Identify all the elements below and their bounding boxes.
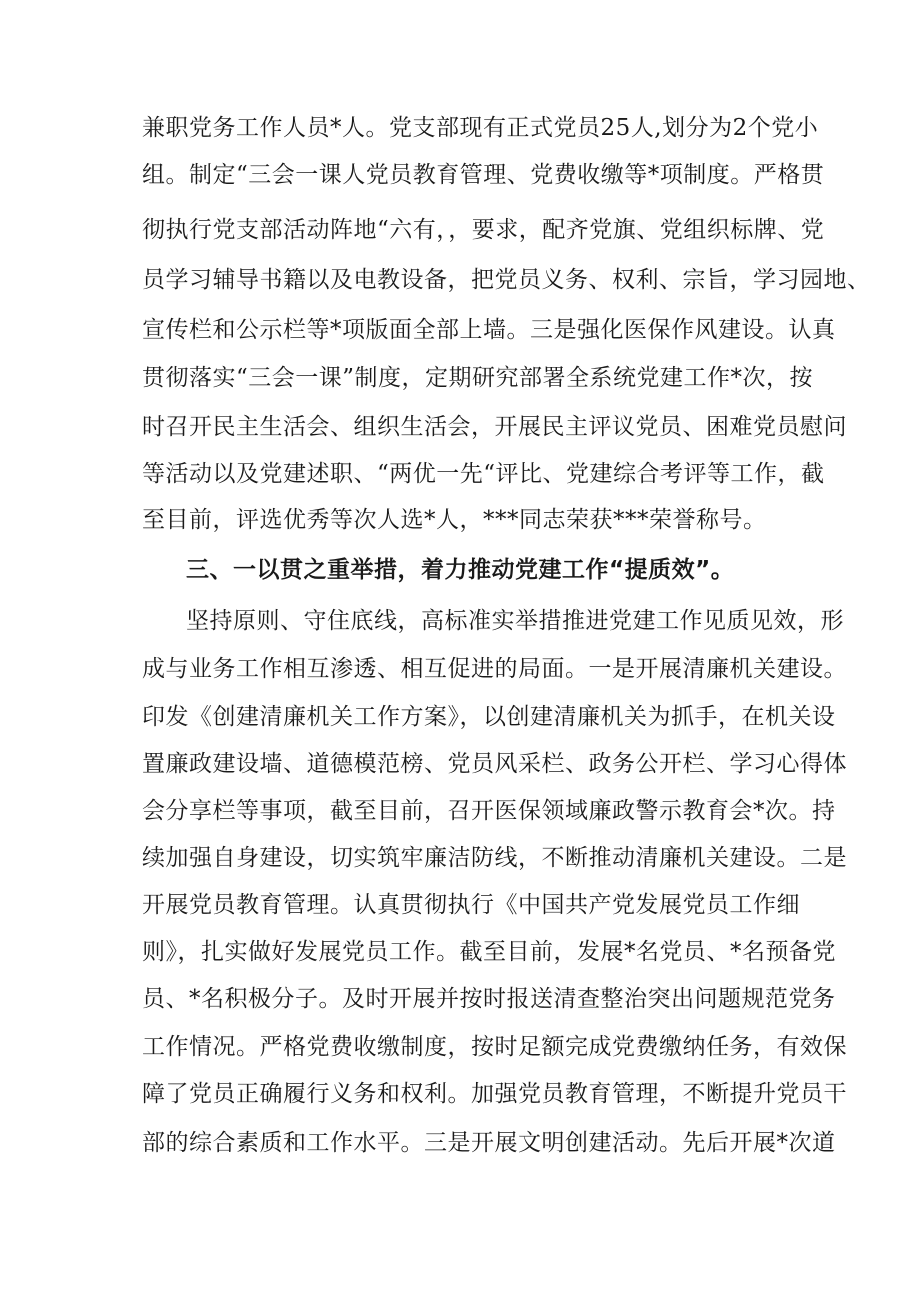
text-line: 时召开民主生活会、组织生活会，开展民主评议党员、困难党员慰问 bbox=[142, 414, 847, 440]
text-line: 员学习辅导书籍以及电教设备，把党员义务、权利、宗旨，学习园地、 bbox=[142, 267, 871, 293]
text-line: 印发《创建清廉机关工作方案》，以创建清廉机关为抓手，在机关设 bbox=[142, 704, 836, 730]
text-line: 则》，扎实做好发展党员工作。截至目前，发展*名党员、*名预备党 bbox=[142, 939, 836, 965]
text-line: 部的综合素质和工作水平。三是开展文明创建活动。先后开展*次道 bbox=[142, 1130, 836, 1156]
text-line: 彻执行党支部活动阵地“六有，，要求，配齐党旗、党组织标牌、党 bbox=[142, 217, 825, 243]
text-line: 置廉政建设墙、道德模范榜、党员风采栏、政务公开栏、学习心得体 bbox=[142, 751, 847, 777]
text-line: 组。制定“三会一课人党员教育管理、党费收缴等*项制度。严格贯 bbox=[142, 162, 825, 188]
text-line: 成与业务工作相互渗透、相互促进的局面。一是开展清廉机关建设。 bbox=[142, 656, 847, 682]
text-line: 等活动以及党建述职、“两优一先“评比、党建综合考评等工作，截 bbox=[142, 461, 825, 487]
text-line: 至目前，评选优秀等次人选*人，***同志荣获***荣誉称号。 bbox=[142, 507, 767, 533]
text-line: 兼职党务工作人员*人。党支部现有正式党员25人,划分为2个党小 bbox=[142, 115, 819, 141]
text-line: 坚持原则、守住底线，高标准实举措推进党建工作见质见效，形 bbox=[186, 608, 844, 634]
text-line: 工作情况。严格党费收缴制度，按时足额完成党费缴纳任务，有效保 bbox=[142, 1034, 847, 1060]
text-line: 续加强自身建设，切实筑牢廉洁防线，不断推动清廉机关建设。二是 bbox=[142, 845, 847, 871]
text-line: 宣传栏和公示栏等*项版面全部上墙。三是强化医保作风建设。认真 bbox=[142, 317, 836, 343]
text-line: 障了党员正确履行义务和权利。加强党员教育管理，不断提升党员干 bbox=[142, 1081, 847, 1107]
text-line: 员、*名积极分子。及时开展并按时报送清查整治突出问题规范党务 bbox=[142, 986, 836, 1012]
text-line: 会分享栏等事项，截至目前，召开医保领域廉政警示教育会*次。持 bbox=[142, 798, 836, 824]
text-line: 贯彻落实“三会一课”制度，定期研究部署全系统党建工作*次，按 bbox=[142, 365, 814, 391]
text-line: 开展党员教育管理。认真贯彻执行《中国共产党发展党员工作细 bbox=[142, 892, 800, 918]
section-heading: 三、一以贯之重举措，着力推动党建工作“提质效”。 bbox=[186, 557, 735, 583]
